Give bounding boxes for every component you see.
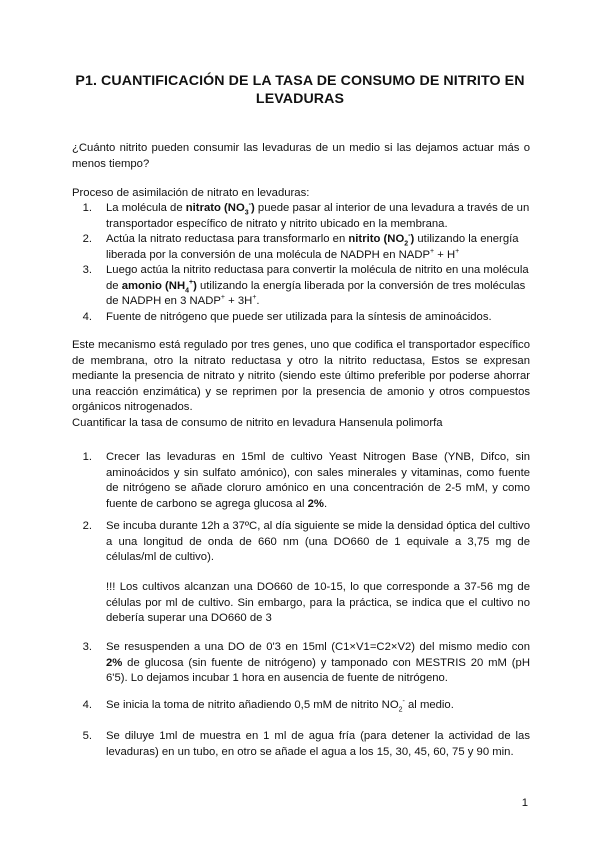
protocol-step-2-note: !!! Los cultivos alcanzan una DO660 de 10-15, lo que corresponde a 37-56 mg de células por ml de cultivo. Sin embargo, para la práctica, se indica que el cultivo no debería superar una DO660 de 3	[106, 581, 530, 624]
page-number: 1	[521, 797, 528, 809]
quantify-heading: Cuantificar la tasa de consumo de nitrito en levadura Hansenula polimorfa	[72, 417, 443, 429]
document-title: P1. CUANTIFICACIÓN DE LA TASA DE CONSUMO DE NITRITO EN LEVADURAS	[75, 73, 525, 107]
document-page: P1. CUANTIFICACIÓN DE LA TASA DE CONSUMO DE NITRITO EN LEVADURAS ¿Cuánto nitrito pueden consumir las levaduras de un medio si las dejamos actuar más o menos tiempo? Proceso de asimilación de nitrato en levaduras: 1. La molécula de nitrato $(NO_3^-)$ puede pasar al interior de una levadura a través de un transportador específico de nitrato y nitrito ubicado en la membrana. 2. Actúa la nitrato reductasa para transformarlo en nitrito $(NO_2^-)$ utilizando la energía liberada por la conversión de una molécula de NADPH en NADP+ + H+ 3. Luego actúa la nitrito reductasa para convertir la molécula de nitrito en una molécula de amonio $(NH_4^+)$ utilizando la energía liberada por la conversión de tres moléculas de NADPH en 3 NADP+ + 3H+. 4. Fuente de nitrógeno que puede ser utilizada para la síntesis de aminoácidos. Este mecanismo está regulado por tres genes, uno que codifica el transportador específico de membrana, otro la nitrato reductasa y otro la nitrito reductasa, Estos se expresan mediante la presencia de nitrato y nitrito (siendo este último preferible por poderse ahorrar una reacción enzimática) y se reprimen por la presencia de amonio y otros compuestos orgánicos nitrogenados. Cuantificar la tasa de consumo de nitrito en levadura Hansenula polimorfa 1. Crecer las levaduras en 15ml de cultivo Yeast Nitrogen Base (YNB, Difco, sin aminoácidos y sin sulfato amónico), con sales minerales y vitaminas, como fuente de nitrógeno se añade cloruro amónico en una concentración de 2-5 mM, y como fuente de carbono se agrega glucosa al 2%. 2. Se incuba durante 12h a 37ºC, al día siguiente se mide la densidad óptica del cultivo a una longitud de onda de 660 nm (una DO660 de 1 equivale a 3,75 mg de células/ml de cultivo). !!! Los cultivos alcanzan una DO660 de 10-15, lo que corresponde a 37-56 mg de células por ml de cultivo. Sin embargo, para la práctica, se indica que el cultivo no debería superar una DO660 de 3 3. Se resuspenden a una DO de 0'3 en 15ml (C1×V1=C2×V2) del mismo medio con 2% de glucosa (sin fuente de nitrógeno) y tamponado con MESTRIS 20 mM (pH 6'5). Lo dejamos incubar 1 hora en ausencia de fuente de nitrógeno. 4. Se inicia la toma de nitrito añadiendo 0,5 mM de nitrito $NO_2^-$ al medio. 5. Se diluye 1ml de muestra en 1 ml de agua fría (para detener la actividad de las levaduras) en un tubo, en otro se añade el agua a los 15, 30, 45, 60, 75 y 90 min. 1	[0, 0, 600, 848]
process-heading: Proceso de asimilación de nitrato en levaduras:	[72, 187, 310, 199]
regulation-paragraph: Este mecanismo está regulado por tres genes, uno que codifica el transportador específico de membrana, otro la nitrato reductasa y otro la nitrito reductasa, Estos se expresan mediante la presencia de nitrato y nitrito (siendo este último preferible por poderse ahorrar una reacción enzimática) y se reprimen por la presencia de amonio y otros compuestos orgánicos nitrogenados.	[72, 339, 530, 413]
intro-question: ¿Cuánto nitrito pueden consumir las levaduras de un medio si las dejamos actuar más o menos tiempo?	[72, 142, 530, 170]
